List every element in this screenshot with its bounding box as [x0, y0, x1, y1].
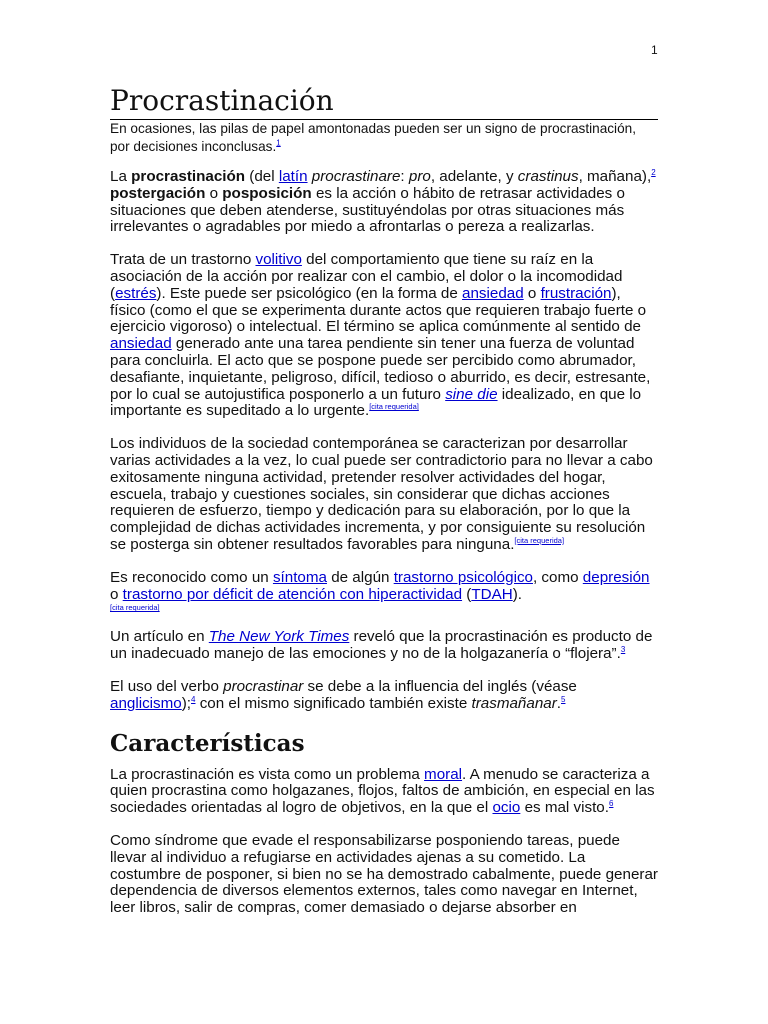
link-moral[interactable]: moral [424, 765, 463, 783]
text: : [400, 168, 409, 185]
text: El uso del verbo [110, 677, 224, 695]
text: o [110, 585, 123, 603]
italic-term: procrastinar [223, 677, 304, 695]
text: es la acción o hábito de retrasar actividades o situaciones que deben atenderse, sustituyéndolas por otras situaciones más irrelevantes o agradables por miedo a afrontarlas o pereza a realizarlas. [110, 184, 625, 236]
text: , mañana), [578, 168, 652, 185]
ref-link-1[interactable]: 1 [276, 138, 281, 148]
link-tdah[interactable]: TDAH [471, 585, 513, 603]
paragraph-moral [110, 767, 658, 817]
link-nyt-text: The New York Times [208, 628, 350, 646]
ref-link-4[interactable]: 4 [191, 694, 196, 704]
text: Es reconocido como un [110, 568, 273, 586]
text: ). Este puede ser psicológico (en la forma de [156, 284, 463, 302]
link-sine-die[interactable] [445, 386, 497, 403]
ref-link-3[interactable]: 3 [620, 645, 626, 655]
ref-link-5[interactable]: 5 [561, 694, 566, 704]
bold-term: postergación [110, 184, 206, 202]
article [110, 84, 658, 933]
text: ), físico (como el que se experimenta durante actos que requieren trabajo fuerte o ejercicio vigoroso) o intelectual. El término se aplica comúnmente al sentido de [110, 284, 647, 336]
cita-requerida-line [110, 603, 658, 613]
link-anglicismo[interactable]: anglicismo [110, 694, 182, 712]
italic-term: pro [408, 168, 431, 185]
text: (del [245, 168, 279, 185]
paragraph-nyt [110, 629, 658, 663]
text: . [556, 694, 562, 712]
paragraph-sintoma [110, 570, 658, 604]
link-depresion[interactable]: depresión [582, 568, 650, 586]
link-ansiedad-2[interactable]: ansiedad [110, 335, 172, 353]
text: es mal visto. [520, 799, 609, 817]
ref-link-2[interactable]: 2 [651, 167, 656, 177]
link-tdah-full[interactable]: trastorno por déficit de atención con hiperactividad [122, 585, 463, 603]
link-ocio[interactable]: ocio [492, 799, 521, 817]
page-number: 1 [651, 43, 658, 57]
link-estres[interactable]: estrés [115, 284, 157, 302]
cita-requerida-link[interactable]: [cita requerida] [110, 603, 160, 613]
text: de algún [326, 568, 394, 586]
text: La [110, 168, 132, 185]
bold-term: procrastinación [131, 168, 246, 185]
text: , como [532, 568, 583, 586]
italic-term: trasmañanar [471, 694, 557, 712]
text: ); [181, 694, 192, 712]
text: Los individuos de la sociedad contemporánea se caracterizan por desarrollar varias actividades a la vez, lo cual puede ser contradictorio para no llevar a cabo exitosamente ninguna actividad, pretender resolver actividades del hogar, escuela, trabajo y cuestiones sociales, sin considerar que dichas acciones requieren de esfuerzo, tiempo y dedicación para su elaboración, por lo que la complejidad de dichas actividades incrementa, y por consiguiente su resolución se posterga sin obtener resultados favorables para ninguna. [110, 435, 653, 553]
text: ( [462, 585, 472, 603]
link-ansiedad[interactable]: ansiedad [462, 284, 524, 302]
text: Como síndrome que evade el responsabilizarse posponiendo tareas, puede llevar al individuo a refugiarse en actividades ajenas a su cometido. La costumbre de posponer, si bien no se ha demostrado cabalmente, puede generar dependencia de diversos elementos externos, tales como navegar en Internet, leer libros, salir de compras, comer demasiado o dejarse absorber en [110, 831, 658, 917]
paragraph-trastorno [110, 252, 658, 420]
link-sintoma[interactable]: síntoma [272, 568, 327, 586]
caption-text: En ocasiones, las pilas de papel amontonadas pueden ser un signo de procrastinación, por decisiones inconclusas. [110, 121, 636, 154]
page-title: Procrastinación [110, 84, 658, 120]
italic-term: crastinus [517, 168, 579, 185]
link-latin[interactable]: latín [278, 168, 308, 185]
section-heading-caracteristicas: Características [110, 729, 305, 757]
text: del comportamiento que tiene su raíz en la asociación de la acción por realizar con el cambio, el dolor o la incomodidad ( [110, 251, 623, 302]
text: Trata de un trastorno [110, 251, 256, 269]
text: Un artículo en [110, 628, 209, 646]
text: o [523, 284, 541, 302]
text: . A menudo se caracteriza a quien procrastina como holgazanes, flojos, faltos de ambición, en especial en las sociedades orientadas al logro de objetivos, en la que el [110, 765, 655, 817]
cita-requerida-link[interactable]: [cita requerida] [514, 535, 565, 545]
paragraph-individuos [110, 436, 658, 554]
paragraph-sindrome [110, 833, 658, 917]
text: , adelante, y [430, 168, 518, 185]
paragraph-intro [110, 169, 658, 236]
text: o [205, 184, 223, 202]
text: La procrastinación es vista como un problema [110, 765, 425, 783]
paragraph-verbo [110, 679, 658, 713]
ref-link-6[interactable]: 6 [608, 799, 614, 809]
text: generado ante una tarea pendiente sin tener una fuerza de voluntad para concluirla. El acto que se pospone puede ser percibido como abrumador, desafiante, inquietante, peligroso, difícil, tedioso o aburrido, es decir, estresante, por lo cual se autojustifica posponerlo a un futuro [110, 335, 651, 403]
link-nyt[interactable] [209, 628, 350, 645]
link-volitivo[interactable]: volitivo [255, 251, 302, 269]
link-frustracion[interactable]: frustración [540, 284, 612, 302]
text: reveló que la procrastinación es producto de un inadecuado manejo de las emociones y no de la holgazanería o “flojera”. [110, 628, 653, 663]
link-trastorno-psicologico[interactable]: trastorno psicológico [393, 568, 533, 586]
bold-term: posposición [222, 184, 312, 202]
image-caption [110, 120, 658, 156]
text: con el mismo significado también existe [195, 694, 472, 712]
cita-requerida-link[interactable]: [cita requerida] [369, 402, 419, 412]
text: idealizado, en que lo importante es supeditado a lo urgente. [110, 385, 642, 420]
text: ). [512, 585, 522, 603]
italic-term: procrastinare [311, 168, 401, 185]
text: se debe a la influencia del inglés (véase [303, 677, 577, 695]
link-sine-die-text: sine die [445, 385, 498, 403]
